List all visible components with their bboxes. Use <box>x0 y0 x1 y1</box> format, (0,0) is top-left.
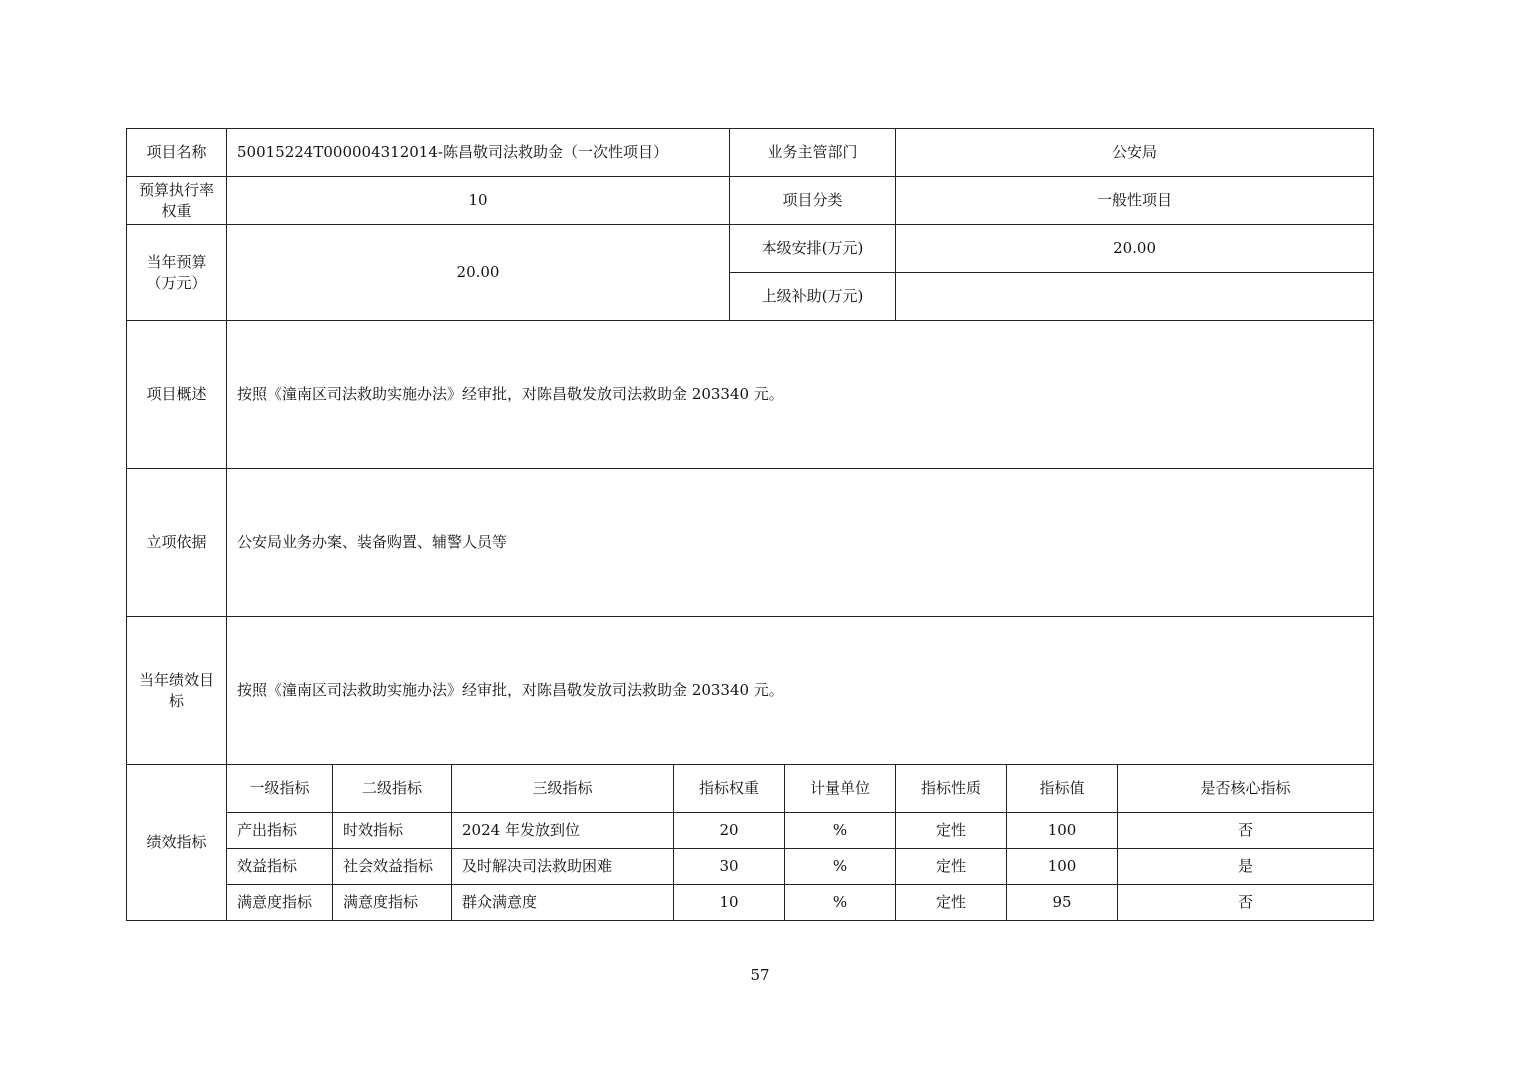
table-row <box>127 849 1374 885</box>
table-cell: 2024 年发放到位 <box>452 813 674 849</box>
table-cell: 10 <box>674 885 785 921</box>
category-label: 项目分类 <box>730 177 896 225</box>
table-cell: 定性 <box>896 849 1007 885</box>
goal-label: 当年绩效目标 <box>127 617 227 765</box>
table-row <box>127 885 1374 921</box>
project-name-label: 项目名称 <box>127 129 227 177</box>
table-cell: 100 <box>1007 813 1118 849</box>
upper-subsidy-label: 上级补助(万元) <box>730 273 896 321</box>
table-cell: 95 <box>1007 885 1118 921</box>
dept-value: 公安局 <box>896 129 1374 177</box>
goal-text: 按照《潼南区司法救助实施办法》经审批，对陈昌敬发放司法救助金 203340 元。 <box>227 617 1374 765</box>
table-cell: 满意度指标 <box>333 885 452 921</box>
local-allocation-label: 本级安排(万元) <box>730 225 896 273</box>
basis-text: 公安局业务办案、装备购置、辅警人员等 <box>227 469 1374 617</box>
table-cell: 否 <box>1118 813 1374 849</box>
overview-text: 按照《潼南区司法救助实施办法》经审批，对陈昌敬发放司法救助金 203340 元。 <box>227 321 1374 469</box>
project-performance-table <box>126 128 1374 921</box>
table-cell: 时效指标 <box>333 813 452 849</box>
upper-subsidy-value <box>896 273 1374 321</box>
column-header: 二级指标 <box>333 765 452 813</box>
table-cell: 社会效益指标 <box>333 849 452 885</box>
table-cell: 20 <box>674 813 785 849</box>
indicators-label: 绩效指标 <box>127 765 227 921</box>
annual-budget-label: 当年预算（万元） <box>127 225 227 321</box>
column-header: 指标权重 <box>674 765 785 813</box>
table-cell: 定性 <box>896 885 1007 921</box>
table-cell: 产出指标 <box>227 813 333 849</box>
project-name-value: 50015224T000004312014-陈昌敬司法救助金（一次性项目） <box>227 129 730 177</box>
column-header: 一级指标 <box>227 765 333 813</box>
dept-label: 业务主管部门 <box>730 129 896 177</box>
column-header: 指标性质 <box>896 765 1007 813</box>
column-header: 指标值 <box>1007 765 1118 813</box>
table-cell: 否 <box>1118 885 1374 921</box>
table-cell: 效益指标 <box>227 849 333 885</box>
table-cell: % <box>785 885 896 921</box>
overview-label: 项目概述 <box>127 321 227 469</box>
table-cell: 定性 <box>896 813 1007 849</box>
table-cell: 30 <box>674 849 785 885</box>
table-row <box>127 813 1374 849</box>
page-number: 57 <box>750 966 770 984</box>
local-allocation-value: 20.00 <box>896 225 1374 273</box>
budget-rate-label: 预算执行率权重 <box>127 177 227 225</box>
category-value: 一般性项目 <box>896 177 1374 225</box>
table-cell: 是 <box>1118 849 1374 885</box>
column-header: 计量单位 <box>785 765 896 813</box>
table-cell: % <box>785 813 896 849</box>
annual-budget-value: 20.00 <box>227 225 730 321</box>
column-header: 三级指标 <box>452 765 674 813</box>
table-cell: % <box>785 849 896 885</box>
column-header: 是否核心指标 <box>1118 765 1374 813</box>
table-cell: 及时解决司法救助困难 <box>452 849 674 885</box>
budget-rate-value: 10 <box>227 177 730 225</box>
basis-label: 立项依据 <box>127 469 227 617</box>
table-cell: 群众满意度 <box>452 885 674 921</box>
table-cell: 满意度指标 <box>227 885 333 921</box>
table-cell: 100 <box>1007 849 1118 885</box>
